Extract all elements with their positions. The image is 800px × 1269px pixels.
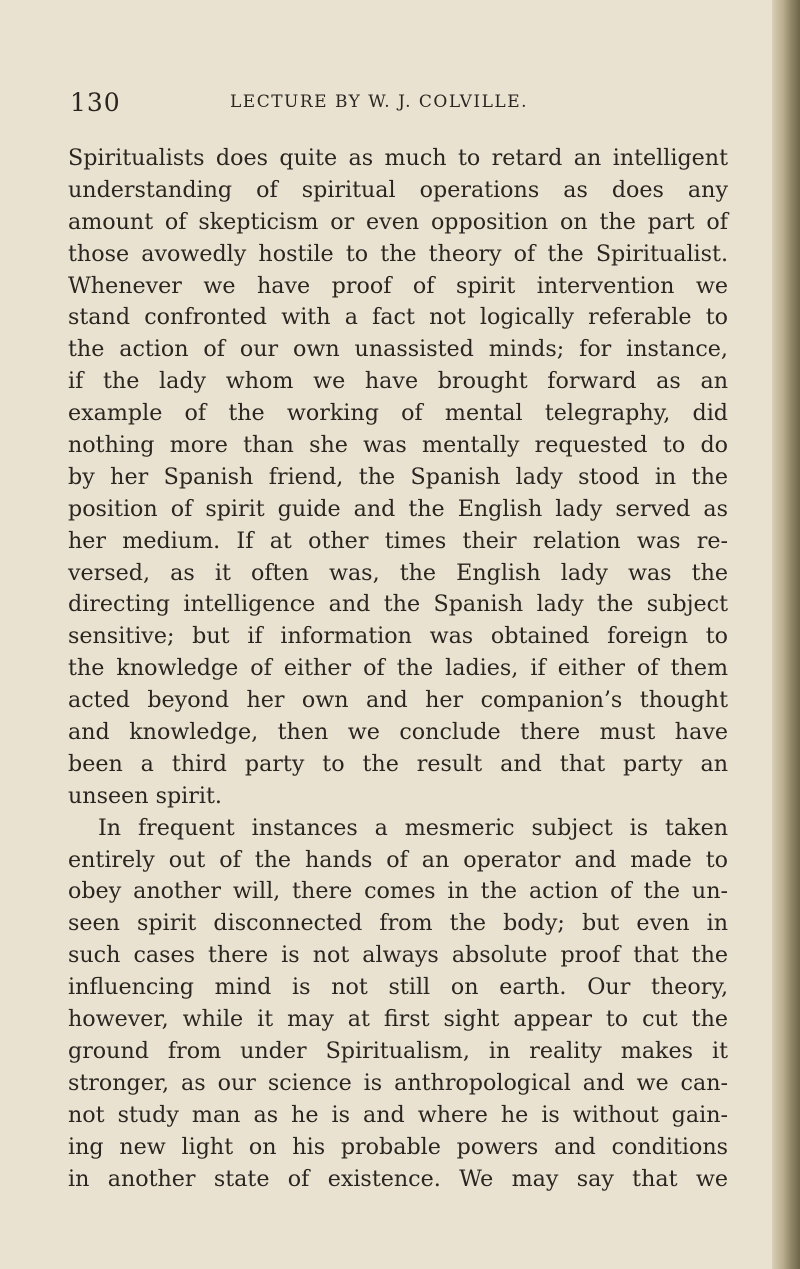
text-line: Spiritualists does quite as much to retard an intelligent: [68, 145, 728, 171]
page-header: [70, 88, 730, 118]
running-head: LECTURE BY W. J. COLVILLE.: [230, 92, 529, 112]
text-line: the action of our own unassisted minds; for instance,: [68, 336, 728, 363]
text-line: position of spirit guide and the English lady served as: [68, 495, 728, 522]
text-line: nothing more than she was mentally requested to do: [68, 432, 728, 459]
text-line: stronger, as our science is anthropological and we can-: [68, 1069, 728, 1096]
text-line: the knowledge of either of the ladies, if either of them: [68, 655, 728, 682]
text-line: her medium. If at other times their relation was re-: [68, 527, 728, 554]
text-line: directing intelligence and the Spanish lady the subject: [68, 591, 728, 618]
text-line: acted beyond her own and her companion’s thought: [68, 687, 728, 714]
text-line: amount of skepticism or even opposition on the part of: [68, 208, 728, 235]
text-line: Whenever we have proof of spirit intervention we: [68, 272, 728, 299]
text-line: those avowedly hostile to the theory of the Spiritualist.: [68, 240, 728, 267]
text-line: sensitive; but if information was obtained foreign to: [68, 623, 728, 650]
text-line: example of the working of mental telegraphy, did: [68, 400, 728, 427]
text-line: understanding of spiritual operations as does any: [68, 176, 728, 203]
text-line: not study man as he is and where he is without gain-: [68, 1101, 728, 1128]
text-line: however, while it may at first sight appear to cut the: [68, 1006, 728, 1033]
text-line: such cases there is not always absolute proof that the: [68, 942, 728, 969]
text-line: ground from under Spiritualism, in reality makes it: [68, 1037, 728, 1064]
text-line: and knowledge, then we conclude there must have: [68, 719, 728, 746]
text-line: unseen spirit.: [68, 782, 222, 809]
text-line: In frequent instances a mesmeric subject is taken: [98, 814, 728, 841]
text-line: in another state of existence. We may say that we: [68, 1165, 728, 1192]
text-line: ing new light on his probable powers and conditions: [68, 1133, 728, 1160]
page-number: 130: [70, 88, 121, 117]
page-edge: [772, 0, 800, 1269]
text-line: if the lady whom we have brought forward as an: [68, 368, 728, 395]
text-line: influencing mind is not still on earth. Our theory,: [68, 974, 728, 1001]
text-line: by her Spanish friend, the Spanish lady stood in the: [68, 463, 728, 490]
body-text: [68, 143, 728, 1195]
text-line: stand confronted with a fact not logically referable to: [68, 304, 728, 331]
text-line: obey another will, there comes in the action of the un-: [68, 878, 728, 905]
text-line: versed, as it often was, the English lady was the: [68, 559, 728, 586]
text-line: seen spirit disconnected from the body; but even in: [68, 910, 728, 937]
text-line: been a third party to the result and that party an: [68, 750, 728, 777]
text-line: entirely out of the hands of an operator and made to: [68, 846, 728, 873]
